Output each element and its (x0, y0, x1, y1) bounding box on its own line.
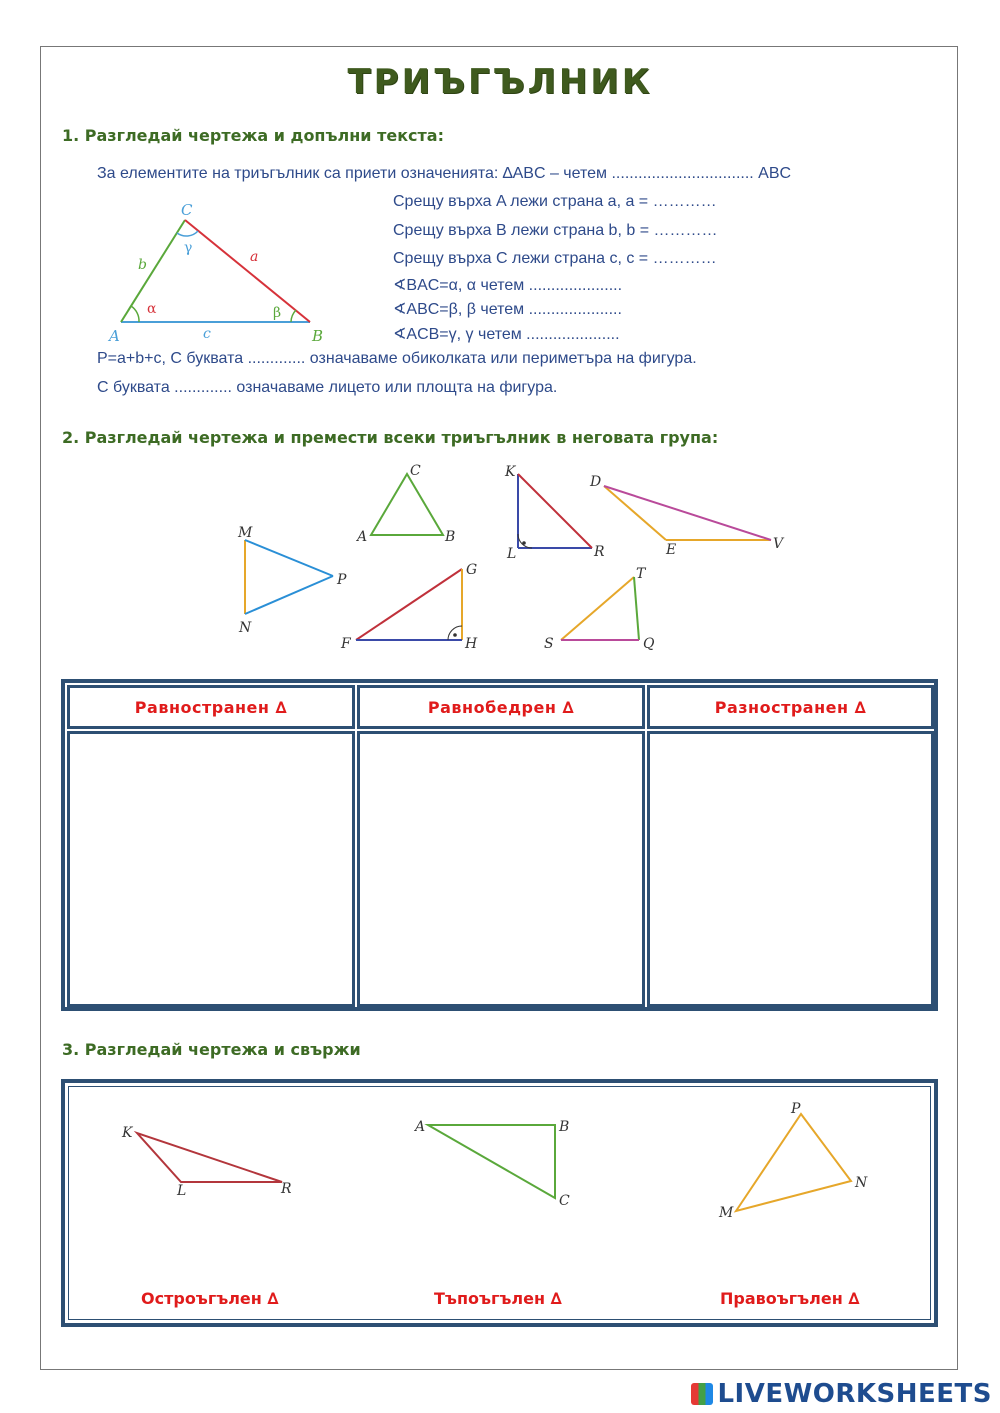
svg-text:B: B (559, 1119, 570, 1135)
column-header-isosceles: Равнобедрен ∆ (357, 685, 645, 729)
vertex-b-label: B (312, 327, 324, 345)
svg-text:E: E (666, 542, 677, 558)
drop-zone-equilateral[interactable] (67, 731, 355, 1007)
q1-line-1: Срещу върха A лежи страна a, a = ………… (393, 193, 717, 210)
q1-intro: За елементите на триъгълник са приети означенията: ∆ABC – четем ................................ ABC (97, 165, 792, 182)
column-header-scalene: Разностранен ∆ (647, 685, 934, 729)
triangle-fgh-draggable[interactable] (340, 562, 478, 652)
triangles-sort-diagram (225, 458, 805, 658)
svg-text:N: N (855, 1175, 868, 1191)
svg-text:R: R (594, 544, 605, 560)
svg-text:M: M (719, 1205, 734, 1221)
svg-text:C: C (410, 463, 421, 479)
q1-line-4: ∢BAC=α, α четем ..................... (393, 277, 623, 294)
sort-table (61, 679, 938, 1011)
question-3-heading: 3. Разгледай чертежа и свържи (62, 1040, 361, 1059)
q1-line-5: ∢ABC=β, β четем ..................... (393, 301, 622, 318)
q1-line-6: ∢ACB=γ, γ четем ..................... (393, 326, 620, 343)
drop-zone-isosceles[interactable] (357, 731, 645, 1007)
label-acute[interactable]: Остроъгълен ∆ (141, 1289, 279, 1308)
triangle-mnp-draggable[interactable] (237, 525, 347, 636)
svg-text:K: K (122, 1125, 133, 1141)
svg-text:B: B (445, 529, 456, 545)
alpha-label: α (147, 301, 157, 317)
svg-text:N: N (239, 620, 252, 636)
triangle-mpn-acute[interactable] (718, 1101, 868, 1221)
triangle-abc-draggable[interactable] (355, 463, 455, 545)
svg-text:L: L (177, 1183, 187, 1199)
svg-text:V: V (773, 536, 784, 552)
svg-text:P: P (791, 1101, 801, 1117)
svg-text:S: S (544, 636, 554, 652)
svg-text:G: G (466, 562, 478, 578)
svg-text:C: C (559, 1193, 570, 1209)
q1-line-3: Срещу върха C лежи страна c, c = ………… (393, 250, 717, 267)
svg-text:F: F (341, 636, 351, 652)
triangle-klr-obtuse[interactable] (121, 1125, 292, 1199)
angle-gamma-arc (177, 231, 198, 236)
liveworksheets-icon (691, 1383, 713, 1405)
side-a (185, 220, 310, 322)
svg-text:L: L (507, 546, 517, 562)
angle-beta-arc (291, 310, 296, 322)
page-title: ТРИЪГЪЛНИК (347, 62, 653, 102)
svg-text:P: P (337, 572, 347, 588)
svg-text:R: R (281, 1181, 292, 1197)
q1-perimeter: P=a+b+c, С буквата ............. означаваме обиколката или периметъра на фигура. (97, 350, 697, 367)
gamma-label: γ (184, 240, 193, 256)
svg-text:A: A (357, 529, 368, 545)
vertex-c-label: C (181, 201, 193, 219)
svg-text:D: D (590, 474, 602, 490)
question-1-heading: 1. Разгледай чертежа и допълни текста: (62, 126, 444, 145)
matching-triangles (110, 1095, 890, 1225)
triangle-dev-draggable[interactable] (589, 474, 785, 558)
column-header-equilateral: Равностранен ∆ (67, 685, 355, 729)
liveworksheets-logo (691, 1379, 992, 1409)
svg-text:K: K (505, 464, 516, 480)
side-c-label: c (203, 326, 211, 342)
triangle-abc-right[interactable] (413, 1119, 570, 1209)
footer-brand: LIVEWORKSHEETS (717, 1379, 992, 1409)
triangle-stq-draggable[interactable] (544, 566, 655, 652)
drop-zone-scalene[interactable] (647, 731, 934, 1007)
vertex-a-label: A (109, 327, 120, 345)
triangle-abc-diagram (105, 195, 335, 347)
svg-text:H: H (465, 636, 478, 652)
angle-alpha-arc (131, 306, 139, 322)
label-obtuse[interactable]: Тъпоъгълен ∆ (434, 1289, 562, 1308)
label-right[interactable]: Правоъгълен ∆ (720, 1289, 860, 1308)
svg-text:M: M (238, 525, 253, 541)
q1-area: С буквата ............. означаваме лицето или площта на фигура. (97, 379, 558, 396)
svg-text:T: T (636, 566, 646, 582)
beta-label: β (273, 305, 282, 321)
q1-line-2: Срещу върха B лежи страна b, b = ………… (393, 222, 718, 239)
question-2-heading: 2. Разгледай чертежа и премести всеки триъгълник в неговата група: (62, 428, 719, 447)
svg-text:Q: Q (643, 636, 655, 652)
svg-text:A: A (415, 1119, 426, 1135)
side-a-label: a (250, 249, 259, 265)
side-b-label: b (138, 257, 147, 273)
